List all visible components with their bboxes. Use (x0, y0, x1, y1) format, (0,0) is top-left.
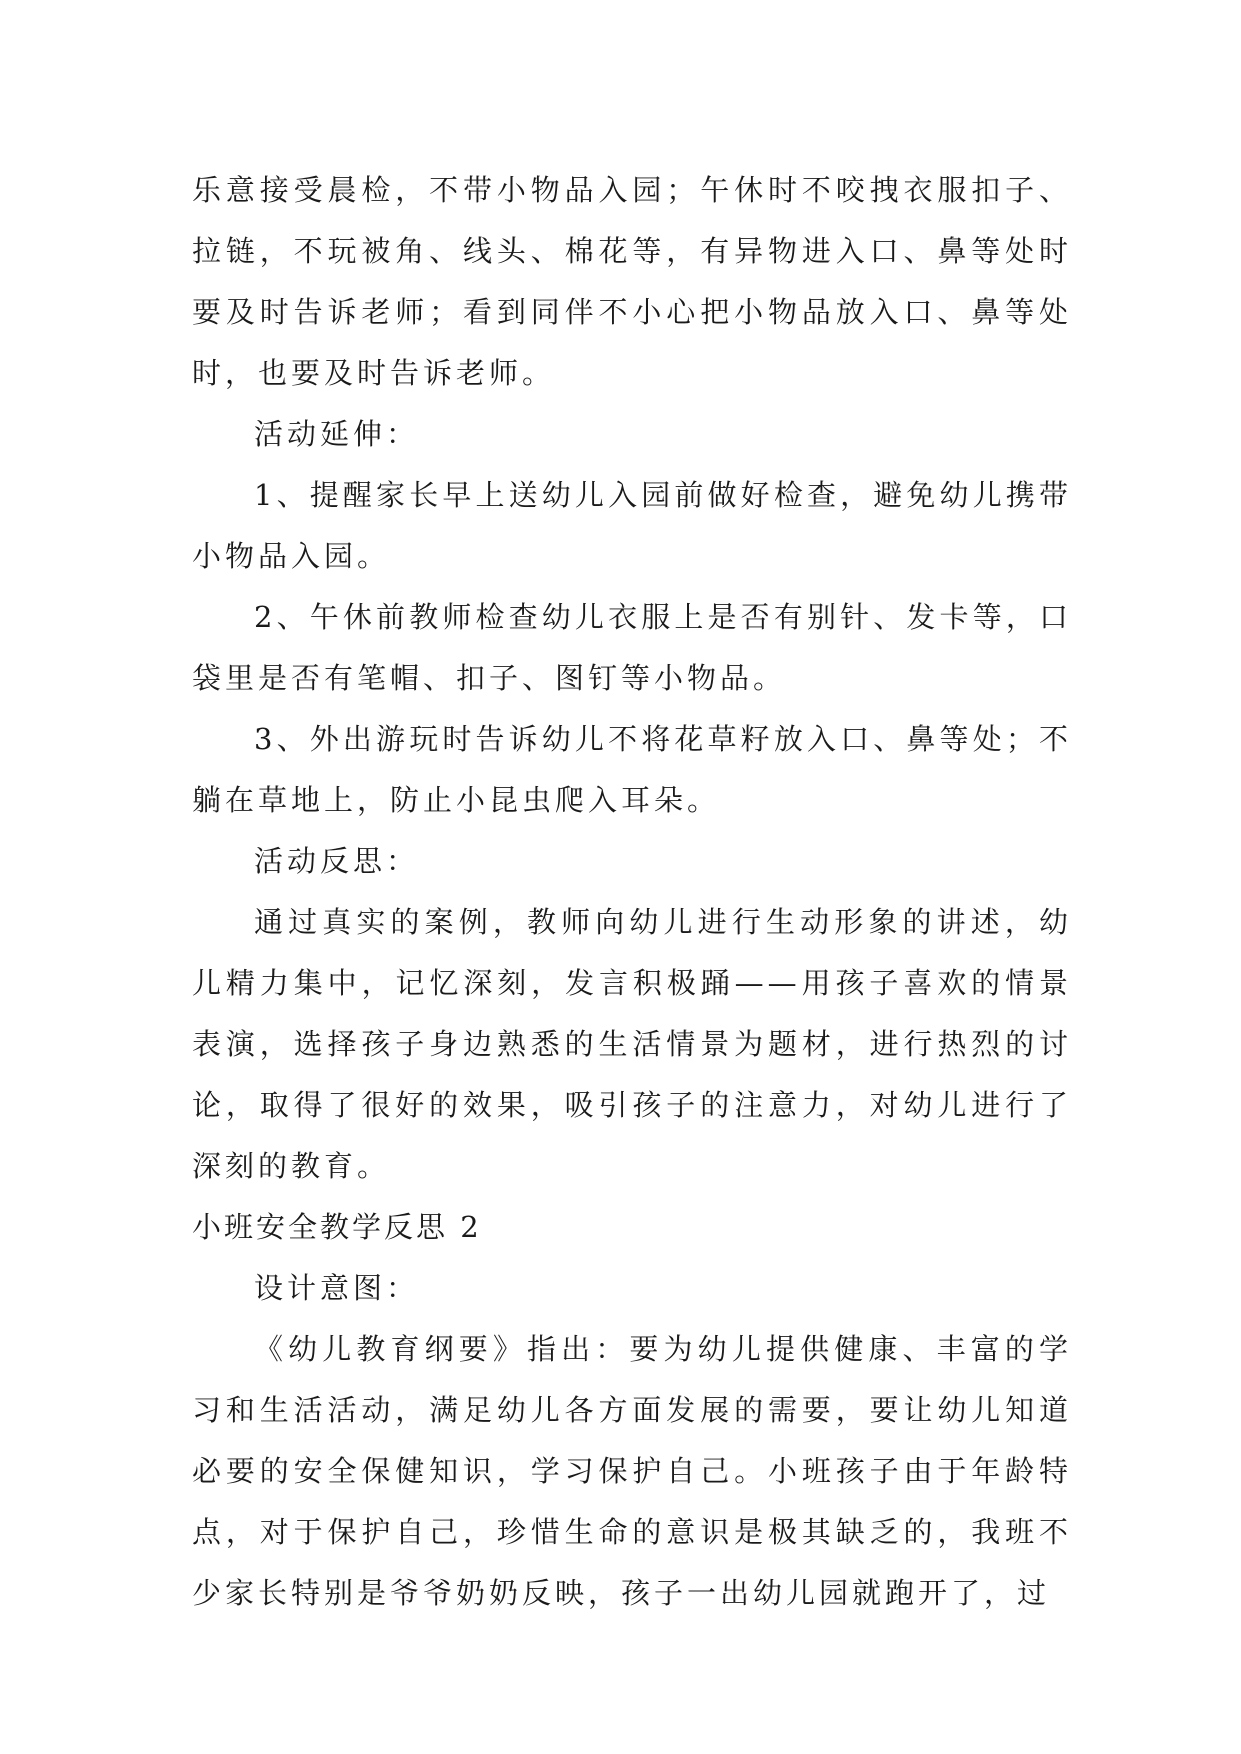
section-label-activity-reflection: 活动反思： (254, 844, 420, 878)
paragraph-design-intent: 《幼儿教育纲要》指出：要为幼儿提供健康、丰富的学习和生活活动，满足幼儿各方面发展的需要，要让幼儿知道必要的安全保健知识，学习保护自己。小班孩子由于年龄特点，对于保护自己，珍惜生命的意识是极其缺乏的，我班不少家长特别是爷爷奶奶反映，孩子一出幼儿园就跑开了，过 (192, 1332, 1072, 1610)
list-item-2: 2、午休前教师检查幼儿衣服上是否有别针、发卡等，口袋里是否有笔帽、扣子、图钉等小物品。 (192, 600, 1072, 695)
list-item-1: 1、提醒家长早上送幼儿入园前做好检查，避免幼儿携带小物品入园。 (192, 478, 1072, 573)
list-item-3: 3、外出游玩时告诉幼儿不将花草籽放入口、鼻等处；不躺在草地上，防止小昆虫爬入耳朵。 (192, 722, 1072, 817)
section-label-activity-extension: 活动延伸： (254, 417, 420, 451)
paragraph-morning-check: 乐意接受晨检，不带小物品入园；午休时不咬拽衣服扣子、拉链，不玩被角、线头、棉花等，有异物进入口、鼻等处时要及时告诉老师；看到同伴不小心把小物品放入口、鼻等处时，也要及时告诉老师。 (192, 173, 1072, 390)
section-label-design-intent: 设计意图： (254, 1271, 420, 1305)
section-heading: 小班安全教学反思 2 (192, 1210, 482, 1244)
paragraph-reflection: 通过真实的案例，教师向幼儿进行生动形象的讲述，幼儿精力集中，记忆深刻，发言积极踊——用孩子喜欢的情景表演，选择孩子身边熟悉的生活情景为题材，进行热烈的讨论，取得了很好的效果，吸引孩子的注意力，对幼儿进行了深刻的教育。 (192, 905, 1072, 1183)
document-body (192, 160, 1072, 1624)
